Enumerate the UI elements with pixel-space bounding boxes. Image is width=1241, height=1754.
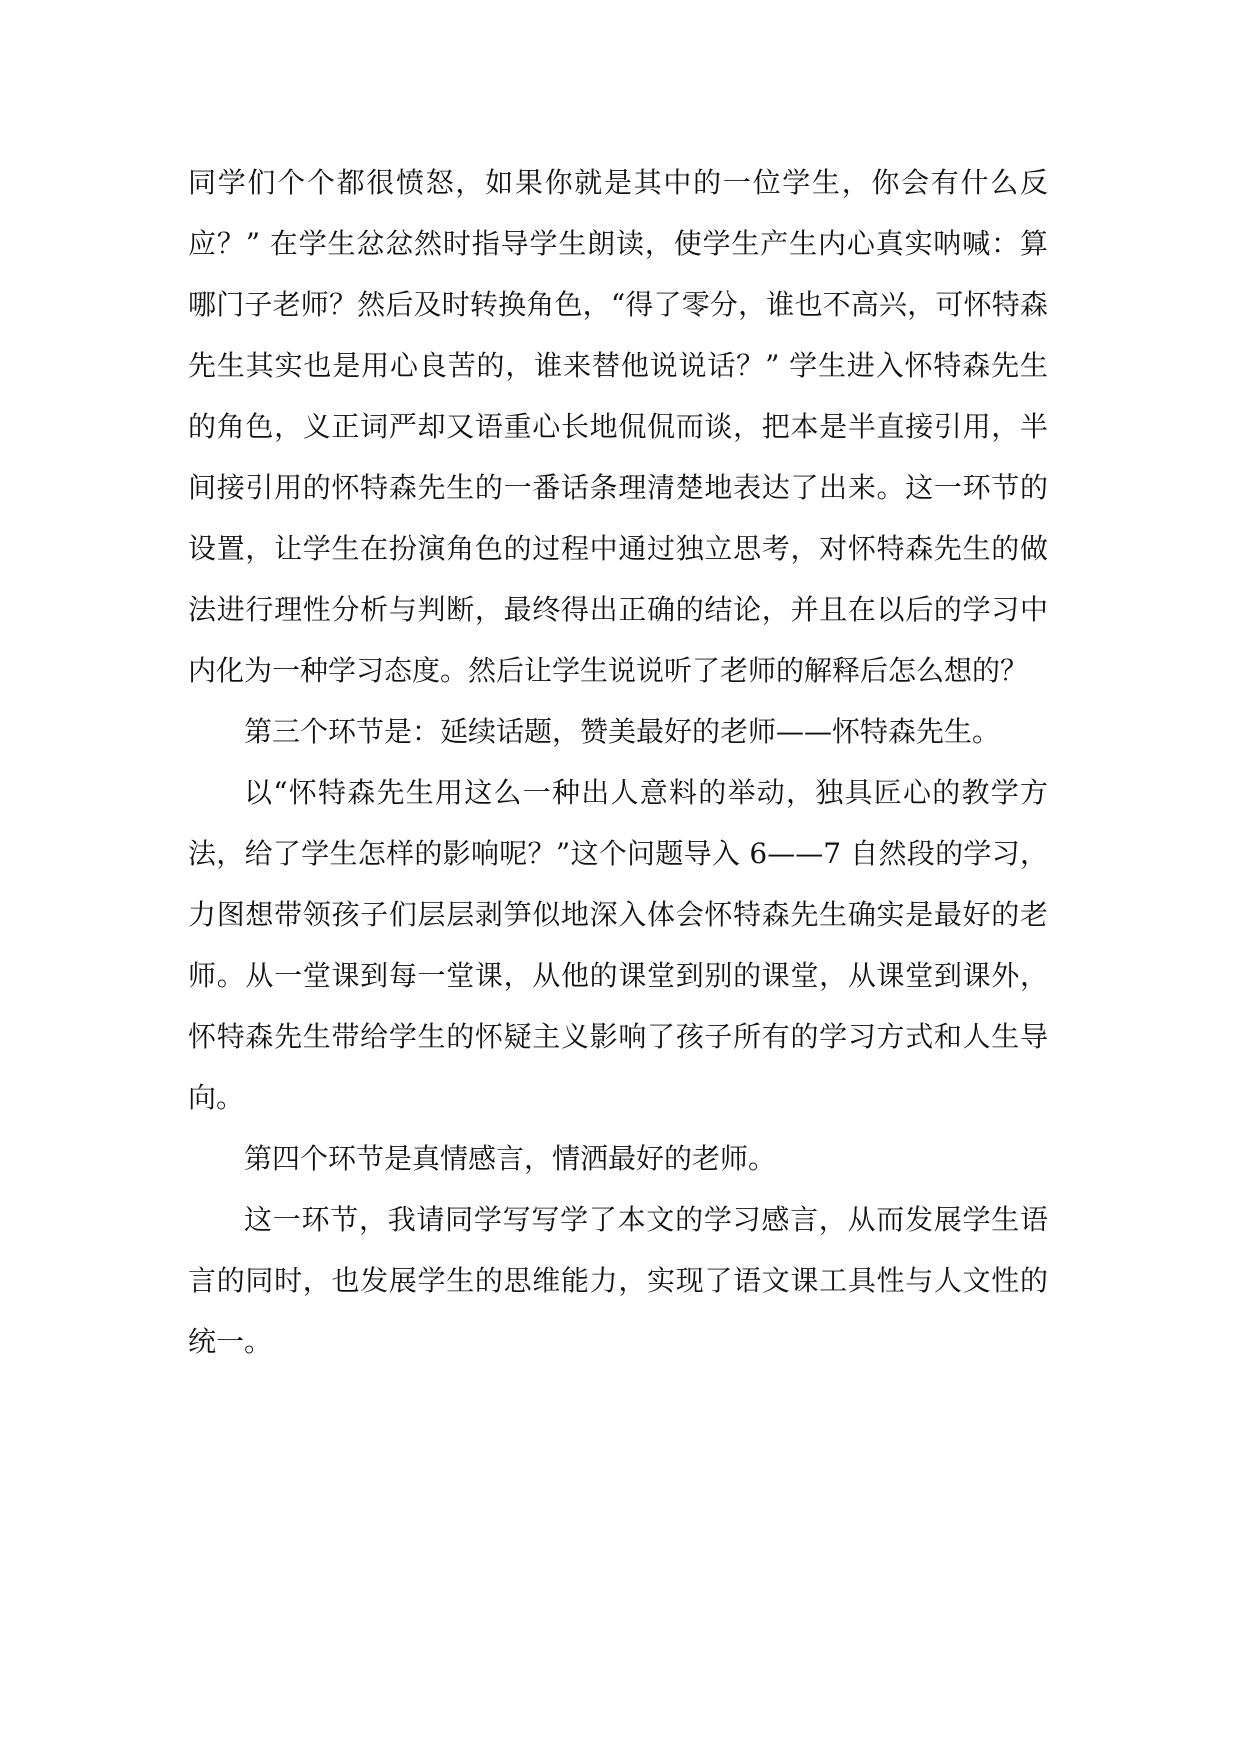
document-body — [188, 152, 1048, 1372]
paragraph-third-section-heading: 第三个环节是：延续话题，赞美最好的老师——怀特森先生。 — [244, 715, 1001, 748]
paragraph-fourth-section-body: 这一环节，我请同学写写学了本文的学习感言，从而发展学生语言的同时，也发展学生的思维能力，实现了语文课工具性与人文性的统一。 — [188, 1203, 1048, 1358]
paragraph-fourth-section-heading: 第四个环节是真情感言，情洒最好的老师。 — [244, 1142, 777, 1175]
paragraph-continuation: 同学们个个都很愤怒，如果你就是其中的一位学生，你会有什么反应？” 在学生忿忿然时指导学生朗读，使学生产生内心真实呐喊：算哪门子老师？然后及时转换角色，“得了零分，谁也不高兴，可怀特森先生其实也是用心良苦的，谁来替他说说话？” 学生进入怀特森先生的角色，义正词严却又语重心长地侃侃而谈，把本是半直接引用，半间接引用的怀特森先生的一番话条理清楚地表达了出来。这一环节的设置，让学生在扮演角色的过程中通过独立思考，对怀特森先生的做法进行理性分析与判断，最终得出正确的结论，并且在以后的学习中内化为一种学习态度。然后让学生说说听了老师的解释后怎么想的？ — [188, 166, 1048, 687]
paragraph-third-section-body: 以“怀特森先生用这么一种出人意料的举动，独具匠心的教学方法，给了学生怎样的影响呢？”这个问题导入 6——7 自然段的学习，力图想带领孩子们层层剥笋似地深入体会怀特森先生确实是最好的老师。从一堂课到每一堂课，从他的课堂到别的课堂，从课堂到课外，怀特森先生带给学生的怀疑主义影响了孩子所有的学习方式和人生导向。 — [188, 776, 1048, 1114]
